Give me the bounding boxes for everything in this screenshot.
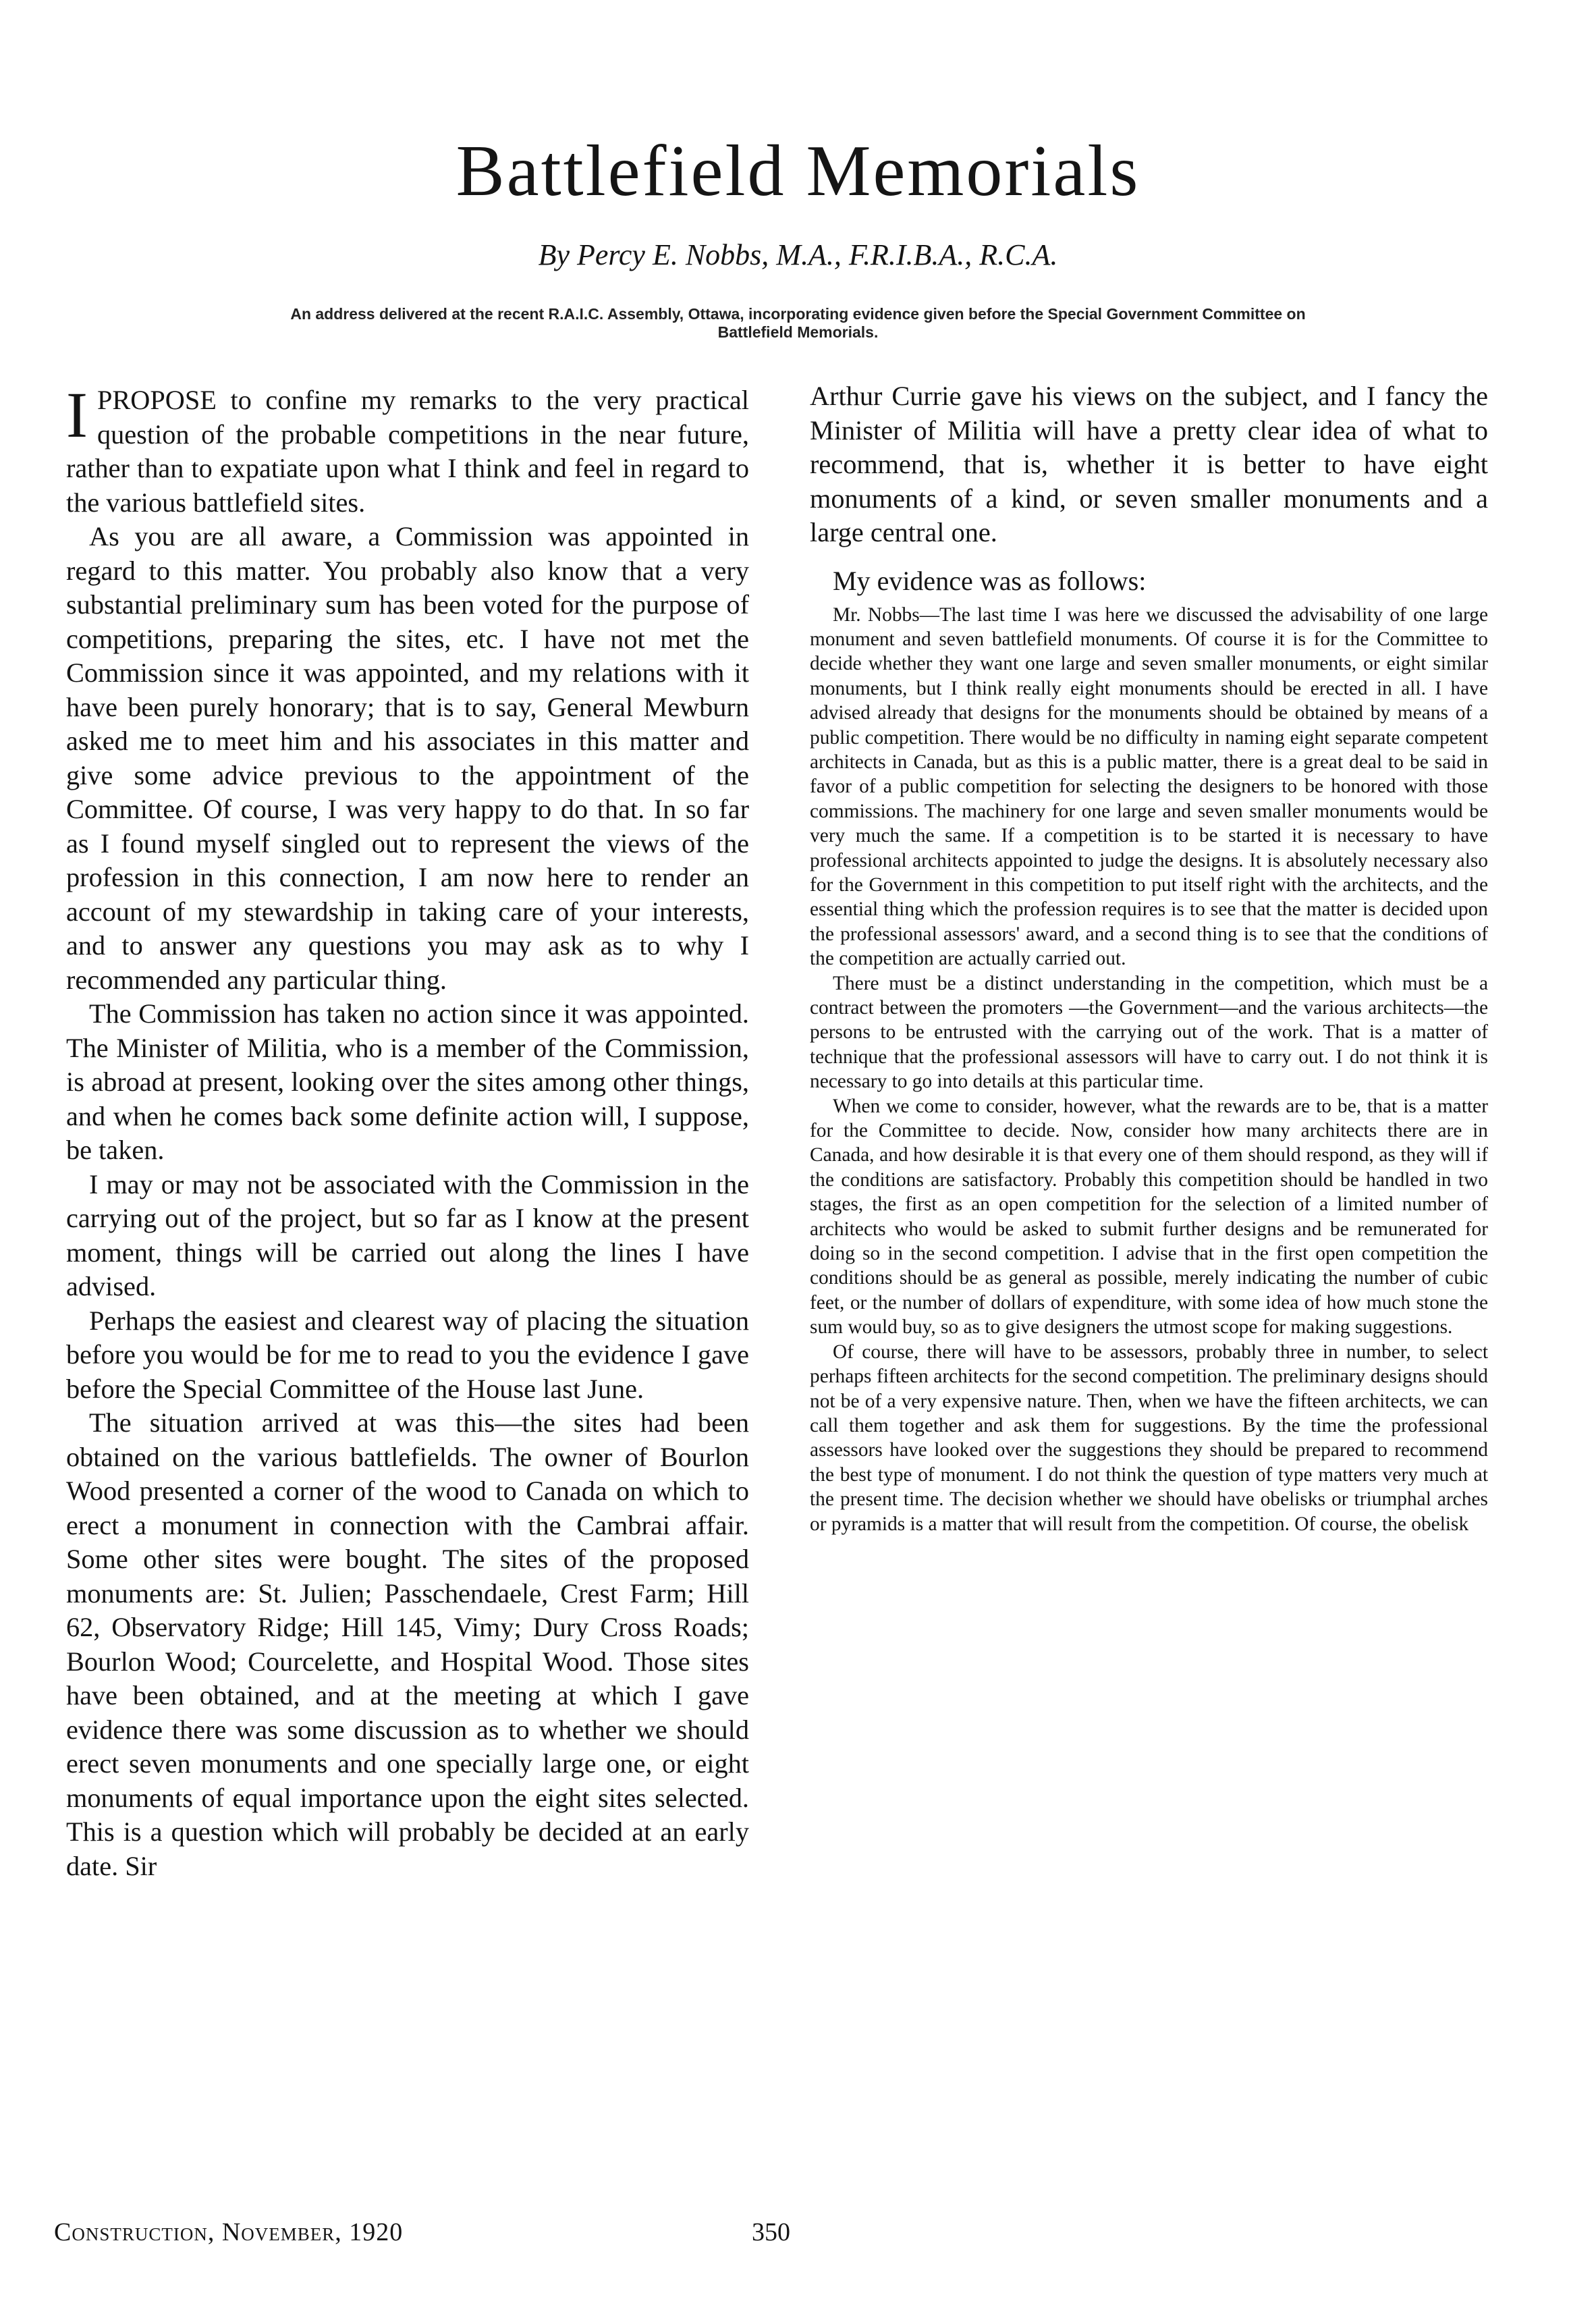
drop-cap: I [66, 383, 88, 451]
author-byline: By Percy E. Nobbs, M.A., F.R.I.B.A., R.C.A. [538, 238, 1058, 271]
evidence-paragraph: Mr. Nobbs—The last time I was here we discussed the advisability of one large monument and seven battlefield monuments. Of course it is for the Committee to decide whether they want one large and seven smaller monuments, or eight similar monuments, but I think really eight monuments should be erected in all. I have advised already that designs for the monuments should be obtained by means of a public competition. There would be no difficulty in naming eight separate competent architects in Canada, but as this is a public matter, there is a great deal to be said in favor of a public competition for selecting the designers to be honored with those commissions. The machinery for one large and seven smaller monuments would be very much the same. If a competition is to be started it is necessary to have professional architects appointed to judge the designs. It is absolutely necessary also for the Government in this competition to put itself right with the architects, and the essential thing which the profession requires is to see that the matter is decided upon the professional assessors' award, and a second thing is to see that the conditions of the competition are actually carried out. [810, 603, 1488, 970]
page-number: 350 [752, 2218, 790, 2246]
evidence-paragraph: Of course, there will have to be assessors, probably three in number, to select perhaps fifteen architects for the second competition. The preliminary designs should not be of a very expensive nature. Then, when we have the fifteen architects, we can call them together and ask them for suggestions. By the time the professional assessors have looked over the suggestions they should be prepared to recommend the best type of monument. I do not think the question of type matters very much at the present time. The decision whether we should have obelisks or triumphal arches or pyramids is a matter that will result from the competition. Of course, the obelisk [810, 1341, 1488, 1535]
body-paragraph: As you are all aware, a Commission was appointed in regard to this matter. You probably also know that a very substantial preliminary sum has been voted for the purpose of competitions, preparing the sites, etc. I have not met the Commission since it was appointed, and my relations with it have been purely honorary; that is to say, General Mewburn asked me to meet him and his associates in this matter and give some advice previous to the appointment of the Committee. Of course, I was very happy to do that. In so far as I found myself singled out to represent the views of the profession in this connection, I am now here to render an account of my stewardship in taking care of your interests, and to answer any questions you may ask as to why I recommended any particular thing. [66, 521, 749, 995]
body-paragraph: I may or may not be associated with the Commission in the carrying out of the project, but so far as I know at the present moment, things will be carried out along the lines I have advised. [66, 1168, 749, 1301]
lead-text: PROPOSE to confine my remarks to the very practical question of the probable competitions in the near future, rather than to expatiate upon what I think and feel in regard to the various battlefield sites. [66, 385, 749, 518]
right-column [810, 379, 1488, 2165]
evidence-paragraph: There must be a distinct understanding in the competition, which must be a contract between the promoters —the Government—and the various architects—the persons to be entrusted with the carrying out of the work. That is a matter of technique that the professional assessors will have to carry out. I do not think it is necessary to go into details at this particular time. [810, 972, 1488, 1093]
evidence-heading: My evidence was as follows: [833, 565, 1147, 596]
evidence-paragraph: When we come to consider, however, what the rewards are to be, that is a matter for the Committee to decide. Now, consider how many architects there are in Canada, and how desirable it is that every one of them should respond, as they will if the conditions are satisfactory. Probably this competition should be handled in two stages, the first as an open competition for the selection of a limited number of architects who would be asked to submit further designs and be remunerated for doing so in the second competition. I advise that in the first open competition the conditions should be as general as possible, merely indicating the number of cubic feet, or the number of dollars of expenditure, with some idea of how much stone the sum would buy, so as to give designers the utmost scope for making suggestions. [810, 1095, 1488, 1339]
journal-footer: Construction, November, 1920 [54, 2218, 404, 2246]
left-column [66, 383, 749, 2165]
article-title: Battlefield Memorials [456, 131, 1140, 211]
continued-paragraph: Arthur Currie gave his views on the subject, and I fancy the Minister of Militia will have a pretty clear idea of what to recommend, that is, whether it is better to have eight monuments of a kind, or seven smaller monuments and a large central one. [810, 381, 1488, 547]
body-paragraph: Perhaps the easiest and clearest way of placing the situation before you would be for me to read to you the evidence I gave before the Special Committee of the House last June. [66, 1305, 749, 1404]
body-paragraph: The Commission has taken no action since it was appointed. The Minister of Militia, who is a member of the Commission, is abroad at present, looking over the sites among other things, and when he comes back some definite action will, I suppose, be taken. [66, 998, 749, 1165]
article-subtitle: An address delivered at the recent R.A.I.C. Assembly, Ottawa, incorporating evidence given before the Special Government Committee on Battlefield Memorials. [290, 305, 1306, 341]
body-paragraph: The situation arrived at was this—the sites had been obtained on the various battlefields. The owner of Bourlon Wood presented a corner of the wood to Canada on which to erect a monument in connection with the Cambrai affair. Some other sites were bought. The sites of the proposed monuments are: St. Julien; Passchendaele, Crest Farm; Hill 62, Observatory Ridge; Hill 145, Vimy; Dury Cross Roads; Bourlon Wood; Courcelette, and Hospital Wood. Those sites have been obtained, and at the meeting at which I gave evidence there was some discussion as to whether we should erect seven monuments and one specially large one, or eight monuments of equal importance upon the eight sites selected. This is a question which will probably be decided at an early date. Sir [66, 1407, 749, 1881]
lead-paragraph [66, 383, 749, 520]
